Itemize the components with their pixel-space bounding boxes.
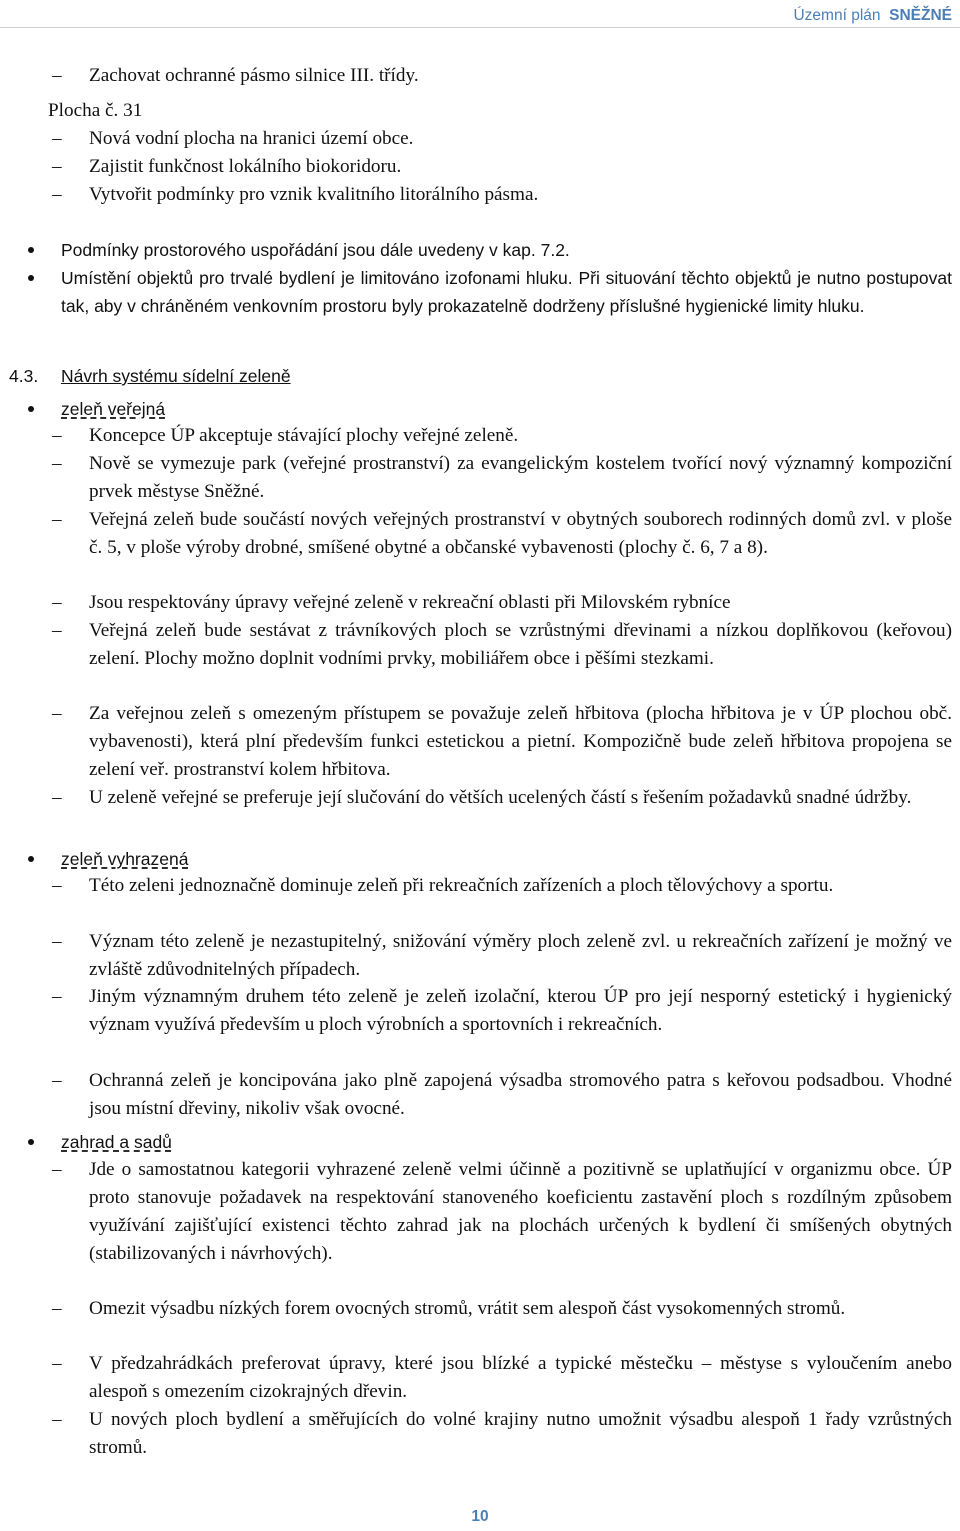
list-item-text: Nově se vymezuje park (veřejné prostranství) za evangelickým kostelem tvořící nový významný kompoziční prvek městyse Sněžné. — [89, 453, 952, 502]
dash-marker: – — [52, 453, 62, 474]
list-item-text: Této zeleni jednoznačně dominuje zeleň při rekreačních zařízeních a ploch tělovýchovy a sportu. — [89, 875, 834, 896]
page-number: 10 — [471, 1508, 489, 1525]
bullet-item — [0, 236, 960, 264]
section-number: 4.3. — [9, 366, 39, 386]
list-item — [0, 1156, 960, 1268]
list-item-text: V předzahrádkách preferovat úpravy, které jsou blízké a typické městečku – městyse s vyloučením anebo alespoň s omezením cizokrajných dřevin. — [89, 1353, 952, 1402]
list-item-text: Veřejná zeleň bude součástí nových veřejných prostranství v obytných souborech rodinných domů zvl. v ploše č. 5, v ploše výroby drobné, smíšené obytné a občanské vybavenosti (plochy č. 6, 7 a 8). — [89, 509, 952, 558]
header-prefix: Územní plán — [793, 7, 881, 24]
list-item — [0, 125, 960, 153]
dash-marker: – — [52, 1159, 62, 1180]
list-item-text: Jiným významným druhem této zeleně je zeleň izolační, kterou ÚP pro její nesporný estetický i hygienický význam využívá především u ploch výrobních a sportovních i rekreačních. — [89, 986, 952, 1035]
dash-marker: – — [52, 1409, 62, 1430]
plocha-label: Plocha č. 31 — [48, 100, 143, 121]
bullet-item — [0, 264, 960, 320]
bullet-text: Umístění objektů pro trvalé bydlení je limitováno izofonami hluku. Při situování těchto objektů je nutno postupovat tak, aby v chráněném venkovním prostoru byly prokazatelně dodrženy příslušné hygienické limity hluku. — [61, 268, 952, 316]
dash-marker: – — [52, 1070, 62, 1091]
list-item-text: Význam této zeleně je nezastupitelný, snižování výměry ploch zeleně zvl. u rekreačních zařízení je možný ve zvláště zdůvodnitelných případech. — [89, 931, 952, 980]
dash-marker: – — [52, 1298, 62, 1319]
dash-marker: – — [52, 184, 62, 205]
dash-marker: – — [52, 156, 62, 177]
group-heading — [0, 1128, 960, 1156]
list-item-text: Zajistit funkčnost lokálního biokoridoru. — [89, 156, 402, 177]
bullet-dot — [28, 406, 34, 412]
list-item — [0, 506, 960, 562]
bullet-dot — [28, 275, 34, 281]
dash-marker: – — [52, 65, 62, 86]
group-heading — [0, 395, 960, 423]
bullet-dot — [28, 856, 34, 862]
list-item — [0, 1067, 960, 1123]
list-item — [0, 62, 960, 90]
group-title: zeleň veřejná — [61, 399, 166, 419]
group-title: zeleň vyhrazená — [61, 849, 189, 869]
dash-marker: – — [52, 128, 62, 149]
list-item — [0, 1350, 960, 1406]
list-item-text: Nová vodní plocha na hranici území obce. — [89, 128, 414, 149]
section-title: Návrh systému sídelní zeleně — [61, 366, 291, 386]
list-item — [0, 700, 960, 784]
list-item — [0, 784, 960, 812]
list-item-text: U zeleně veřejné se preferuje její slučování do větších ucelených částí s řešením požadavků snadné údržby. — [89, 787, 912, 808]
bullet-dot — [28, 1139, 34, 1145]
list-item-text: Za veřejnou zeleň s omezeným přístupem se považuje zeleň hřbitova (plocha hřbitova je v ÚP plochou obč. vybavenosti), která plní především funkci estetickou a pietní. Kompozičně bude zeleň hřbitova propojena se zelení veř. prostranství kolem hřbitova. — [89, 703, 952, 780]
list-item — [0, 422, 960, 450]
dash-marker: – — [52, 1353, 62, 1374]
bullet-dot — [28, 247, 34, 253]
section-heading — [9, 362, 291, 390]
dash-marker: – — [52, 592, 62, 613]
dash-marker: – — [52, 875, 62, 896]
list-item-text: Omezit výsadbu nízkých forem ovocných stromů, vrátit sem alespoň část vysokomenných stromů. — [89, 1298, 846, 1319]
list-item — [0, 181, 960, 209]
list-item-text: Zachovat ochranné pásmo silnice III. třídy. — [89, 65, 419, 86]
list-item — [0, 928, 960, 984]
group-title: zahrad a sadů — [61, 1132, 172, 1152]
list-item — [0, 153, 960, 181]
list-item-text: Jsou respektovány úpravy veřejné zeleně v rekreační oblasti při Milovském rybníce — [89, 592, 731, 613]
list-item — [0, 450, 960, 506]
dash-marker: – — [52, 787, 62, 808]
list-item-text: U nových ploch bydlení a směřujících do volné krajiny nutno umožnit výsadbu alespoň 1 řady vzrůstných stromů. — [89, 1409, 952, 1458]
dash-marker: – — [52, 986, 62, 1007]
list-item-text: Jde o samostatnou kategorii vyhrazené zeleně velmi účinně a pozitivně se uplatňující v organizmu obce. ÚP proto stanovuje požadavek na respektování stanoveného koeficientu zastavění ploch s rozdílným způsobem využívání zajišťující existenci těchto zahrad jak na plochách určených k bydlení či smíšených obytných (stabilizovaných i návrhových). — [89, 1159, 952, 1264]
list-item — [0, 1406, 960, 1462]
list-item-text: Veřejná zeleň bude sestávat z trávníkových ploch se vzrůstnými dřevinami a nízkou doplňkovou (keřovou) zelení. Plochy možno doplnit vodními prvky, mobiliářem obce i pěšími stezkami. — [89, 620, 952, 669]
list-item-text: Ochranná zeleň je koncipována jako plně zapojená výsadba stromového patra s keřovou podsadbou. Vhodné jsou místní dřeviny, nikoliv však ovocné. — [89, 1070, 952, 1119]
list-item — [0, 617, 960, 673]
list-item-text: Koncepce ÚP akceptuje stávající plochy veřejné zeleně. — [89, 425, 519, 446]
list-item — [0, 983, 960, 1039]
group-heading — [0, 845, 960, 873]
list-item-text: Vytvořit podmínky pro vznik kvalitního litorálního pásma. — [89, 184, 539, 205]
header-town: SNĚŽNÉ — [889, 7, 952, 24]
dash-marker: – — [52, 931, 62, 952]
dash-marker: – — [52, 509, 62, 530]
header-rule — [0, 27, 960, 28]
list-item — [0, 1295, 960, 1323]
dash-marker: – — [52, 703, 62, 724]
dash-marker: – — [52, 620, 62, 641]
dash-marker: – — [52, 425, 62, 446]
bullet-text: Podmínky prostorového uspořádání jsou dále uvedeny v kap. 7.2. — [61, 240, 570, 260]
list-item — [0, 872, 960, 900]
list-item — [0, 589, 960, 617]
running-header — [793, 2, 952, 30]
